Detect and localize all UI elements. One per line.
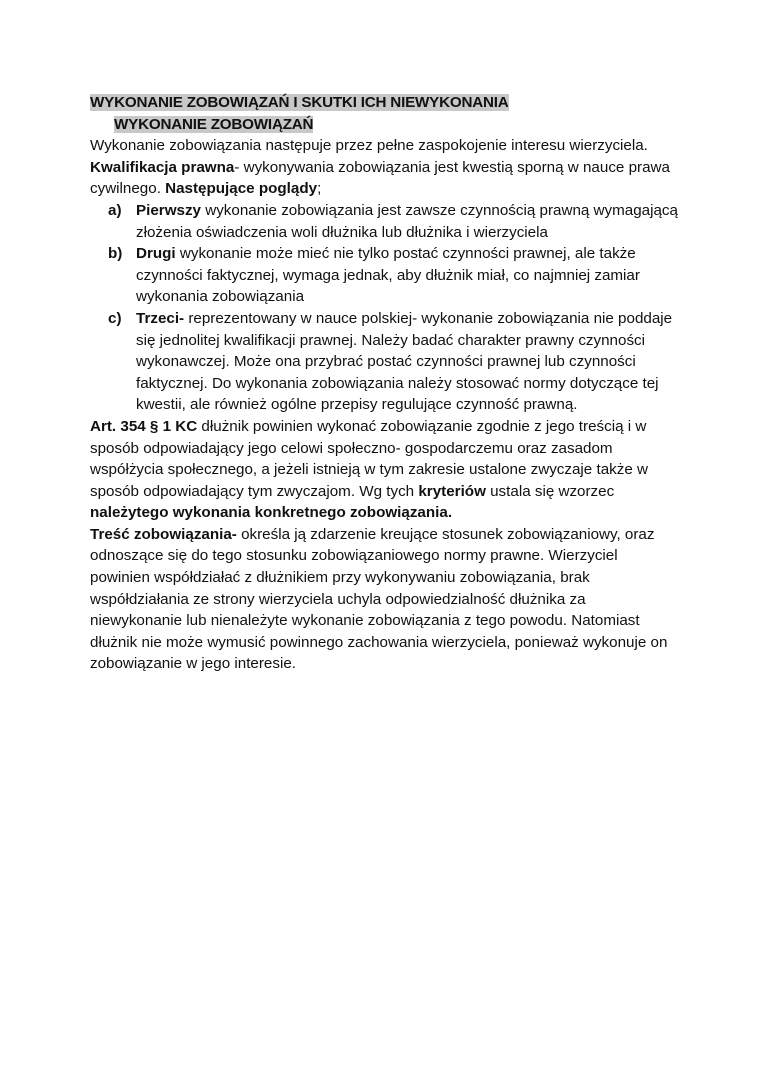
view-label: Trzeci- bbox=[136, 309, 185, 327]
intro-paragraph: Wykonanie zobowiązania następuje przez pełne zaspokojenie interesu wierzyciela. bbox=[90, 137, 648, 155]
list-item bbox=[90, 308, 680, 416]
view-text: wykonanie może mieć nie tylko postać czynności prawnej, ale także czynności faktycznej, wymaga jednak, aby dłużnik miał, co najmniej zamiar wykonania zobowiązania bbox=[136, 245, 640, 306]
content-paragraph bbox=[90, 524, 680, 675]
list-item bbox=[90, 200, 680, 243]
document-title: WYKONANIE ZOBOWIĄZAŃ I SKUTKI ICH NIEWYKONANIA bbox=[90, 94, 509, 111]
views-list bbox=[90, 200, 680, 416]
article-text-2: ustala się wzorzec bbox=[485, 482, 615, 500]
views-tail: ; bbox=[317, 180, 322, 198]
document-page bbox=[90, 92, 680, 675]
view-text: reprezentowany w nauce polskiej- wykonanie zobowiązania nie poddaje się jednolitej kwalifikacji prawnej. Należy badać charakter prawny czynności wykonawczej. Może ona przybrać postać czynności prawnej lub czynności faktycznej. Do wykonania zobowiązania należy stosować normy dotyczące tej kwestii, ale również ogólne przepisy regulujące czynność prawną. bbox=[136, 309, 673, 414]
view-label: Drugi bbox=[136, 245, 176, 263]
article-paragraph bbox=[90, 416, 680, 524]
criteria-label: kryteriów bbox=[418, 482, 486, 500]
content-label: Treść zobowiązania- bbox=[90, 525, 237, 543]
standard-label: należytego wykonania konkretnego zobowiązania. bbox=[90, 504, 453, 522]
list-marker: c) bbox=[108, 309, 122, 327]
content-text: określa ją zdarzenie kreujące stosunek zobowiązaniowy, oraz odnoszące się do tego stosunku zobowiązaniowego normy prawne. Wierzyciel powinien współdziałać z dłużnikiem przy wykonywaniu zobowiązania, brak współdziałania ze strony wierzyciela uchyla odpowiedzialność dłużnika za niewykonanie lub nienależyte wykonanie zobowiązania z tego powodu. Natomiast dłużnik nie może wymusić powinnego zachowania wierzyciela, ponieważ wykonuje on zobowiązanie w jego interesie. bbox=[90, 525, 668, 673]
article-text: dłużnik powinien wykonać zobowiązanie zgodnie z jego treścią i w sposób odpowiadający jego celowi społeczno- gospodarczemu oraz zasadom współżycia społecznego, a jeżeli istnieją w tym zakresie ustalone zwyczaje także w sposób odpowiadający tym zwyczajom. Wg tych bbox=[90, 417, 648, 500]
qualification-label: Kwalifikacja prawna bbox=[90, 158, 235, 176]
list-marker: a) bbox=[108, 201, 122, 219]
view-text: wykonanie zobowiązania jest zawsze czynnością prawną wymagającą złożenia oświadczenia woli dłużnika lub dłużnika i wierzyciela bbox=[136, 201, 678, 241]
list-item bbox=[90, 243, 680, 308]
article-label: Art. 354 § 1 KC bbox=[90, 417, 198, 435]
views-label: Następujące poglądy bbox=[165, 180, 318, 198]
list-marker: b) bbox=[108, 245, 123, 263]
section-title: WYKONANIE ZOBOWIĄZAŃ bbox=[114, 115, 314, 133]
qualification-text: - wykonywania zobowiązania jest kwestią sporną w nauce prawa cywilnego. bbox=[90, 158, 670, 198]
heading-block bbox=[90, 92, 680, 135]
view-label: Pierwszy bbox=[136, 201, 202, 219]
qualification-paragraph bbox=[90, 157, 680, 200]
